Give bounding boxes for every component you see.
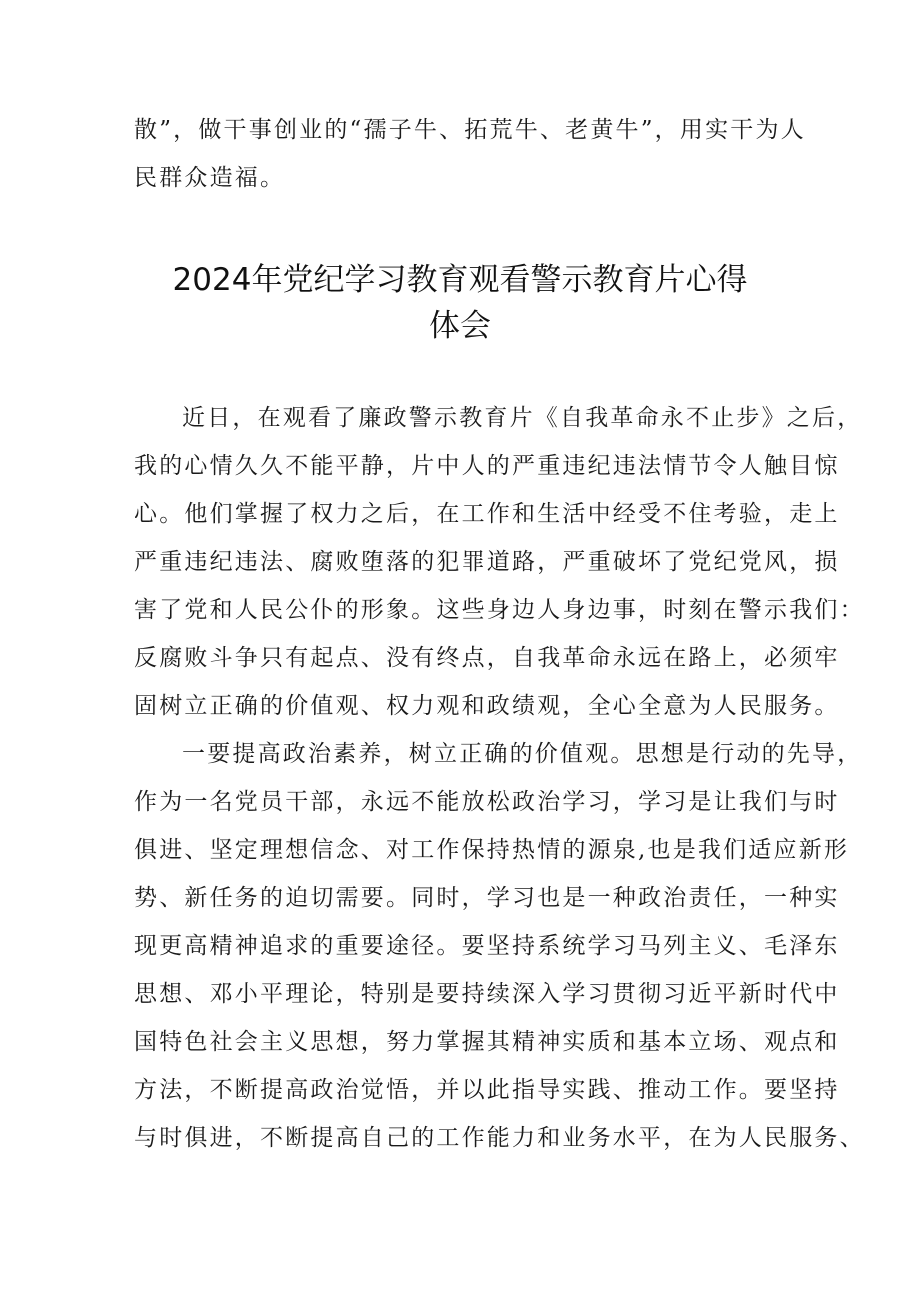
paragraph-line: 害了党和人民公仆的形象。这些身边人身边事，时刻在警示我们： — [134, 597, 865, 623]
paragraph-line: 与时俱进，不断提高自己的工作能力和业务水平，在为人民服务、 — [134, 1125, 865, 1151]
document-title — [0, 257, 920, 349]
title-line: 体会 — [429, 308, 491, 344]
paragraph-line: 反腐败斗争只有起点、没有终点，自我革命永远在路上，必须牢 — [134, 645, 840, 671]
paragraph-line: 固树立正确的价值观、权力观和政绩观，全心全意为人民服务。 — [134, 693, 840, 719]
paragraph-line: 国特色社会主义思想，努力掌握其精神实质和基本立场、观点和 — [134, 1029, 840, 1055]
intro-line: 民群众造福。 — [134, 165, 286, 191]
paragraph-line: 近日，在观看了廉政警示教育片《自我革命永不止步》之后， — [182, 405, 863, 431]
paragraph-line: 我的心情久久不能平静，片中人的严重违纪违法情节令人触目惊 — [134, 453, 840, 479]
intro-line: 散”，做干事创业的“孺子牛、拓荒牛、老黄牛”，用实干为人 — [134, 117, 806, 143]
paragraph-line: 作为一名党员干部，永远不能放松政治学习，学习是让我们与时 — [134, 789, 840, 815]
paragraph-line: 一要提高政治素养，树立正确的价值观。思想是行动的先导， — [182, 741, 863, 767]
intro-fragment — [134, 106, 806, 202]
paragraph-line: 势、新任务的迫切需要。同时，学习也是一种政治责任，一种实 — [134, 885, 840, 911]
paragraph-line: 心。他们掌握了权力之后，在工作和生活中经受不住考验，走上 — [134, 501, 840, 527]
paragraph-line: 现更高精神追求的重要途径。要坚持系统学习马列主义、毛泽东 — [134, 933, 840, 959]
paragraph-line: 严重违纪违法、腐败堕落的犯罪道路，严重破坏了党纪党风，损 — [134, 549, 840, 575]
paragraph-line: 思想、邓小平理论，特别是要持续深入学习贯彻习近平新时代中 — [134, 981, 840, 1007]
title-line: 2024年党纪学习教育观看警示教育片心得 — [172, 262, 748, 298]
paragraph-1 — [134, 394, 865, 730]
paragraph-line: 俱进、坚定理想信念、对工作保持热情的源泉,也是我们适应新形 — [134, 837, 850, 863]
paragraph-line: 方法，不断提高政治觉悟，并以此指导实践、推动工作。要坚持 — [134, 1077, 840, 1103]
paragraph-2 — [134, 730, 865, 1162]
